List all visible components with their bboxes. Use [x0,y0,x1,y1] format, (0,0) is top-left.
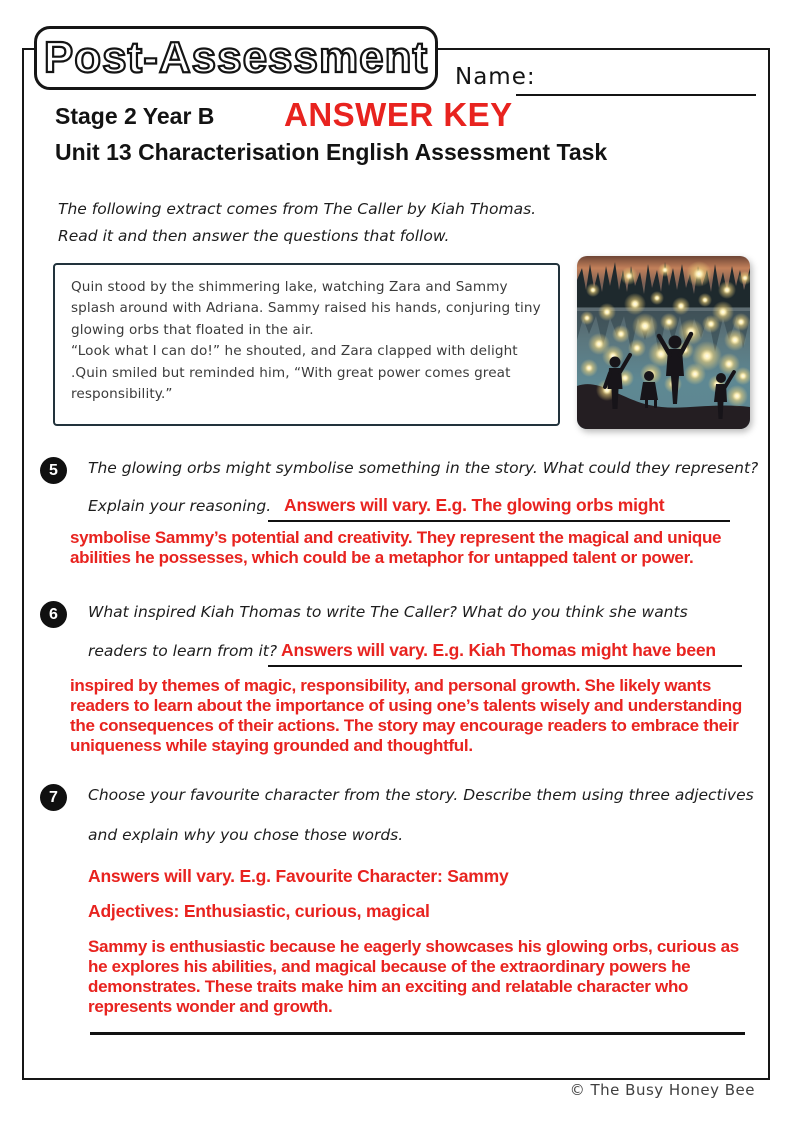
question-7-answer-block: Sammy is enthusiastic because he eagerly showcases his glowing orbs, curious as he explores his abilities, and magical because of the extraordinary powers he demonstrates. These traits make him an exciting and relatable character who represents wonder and growth. [88,937,739,1016]
question-7-answer-line-a: Answers will vary. E.g. Favourite Character: Sammy [88,866,509,886]
question-5-answer-line [268,520,730,522]
name-label: Name: [455,64,536,90]
question-6-prompt-line-2: readers to learn from it? [88,642,278,660]
answer-key-heading: ANSWER KEY [284,96,513,133]
stage-heading: Stage 2 Year B [55,103,215,129]
question-7-number: 7 [40,784,67,811]
question-5-prompt-line-1: The glowing orbs might symbolise something in the story. What could they represent? [88,459,759,477]
extract-paragraph-2: “Look what I can do!” he shouted, and Zara clapped with delight .Quin smiled but reminded him, “With great power comes great responsibility.” [71,343,518,403]
question-7-prompt-line-2: and explain why you chose those words. [88,826,404,844]
question-7-answer-line [90,1032,745,1035]
extract-paragraph-1: Quin stood by the shimmering lake, watching Zara and Sammy splash around with Adriana. Sammy raised his hands, conjuring tiny glowing orbs that floated in the air. [71,279,541,338]
question-5-number: 5 [40,457,67,484]
question-6-answer-block: inspired by themes of magic, responsibility, and personal growth. She likely wants readers to learn about the importance of using one’s talents wisely and understanding the consequences of their actions. The story may encourage readers to embrace their uniqueness while staying grounded and thoughtful. [70,676,742,755]
intro-text [58,196,536,249]
copyright-credit: © The Busy Honey Bee [569,1081,755,1099]
question-5-answer-inline: Answers will vary. E.g. The glowing orbs might [284,495,665,515]
lake-orbs-illustration [577,256,750,429]
question-7-answer-line-b: Adjectives: Enthusiastic, curious, magical [88,901,430,921]
question-6-number: 6 [40,601,67,628]
title-bubble-box [34,26,438,90]
question-6-prompt-line-1: What inspired Kiah Thomas to write The Caller? What do you think she wants [88,603,688,621]
unit-title: Unit 13 Characterisation English Assessment Task [55,139,608,165]
name-blank-line [516,94,756,96]
question-5-answer-block: symbolise Sammy’s potential and creativity. They represent the magical and unique abilities he possesses, which could be a metaphor for untapped talent or power. [70,528,722,567]
extract-box [53,263,560,426]
question-6-answer-line [268,665,742,667]
page-title: Post-Assessment [43,33,429,82]
question-6-answer-inline: Answers will vary. E.g. Kiah Thomas might have been [281,640,716,660]
question-5-prompt-line-2: Explain your reasoning. [88,497,272,515]
lake-scene-svg [577,256,750,429]
intro-line-1: The following extract comes from The Caller by Kiah Thomas. [58,200,537,218]
intro-line-2: Read it and then answer the questions that follow. [58,226,450,245]
question-7-prompt-line-1: Choose your favourite character from the story. Describe them using three adjectives [88,786,754,804]
